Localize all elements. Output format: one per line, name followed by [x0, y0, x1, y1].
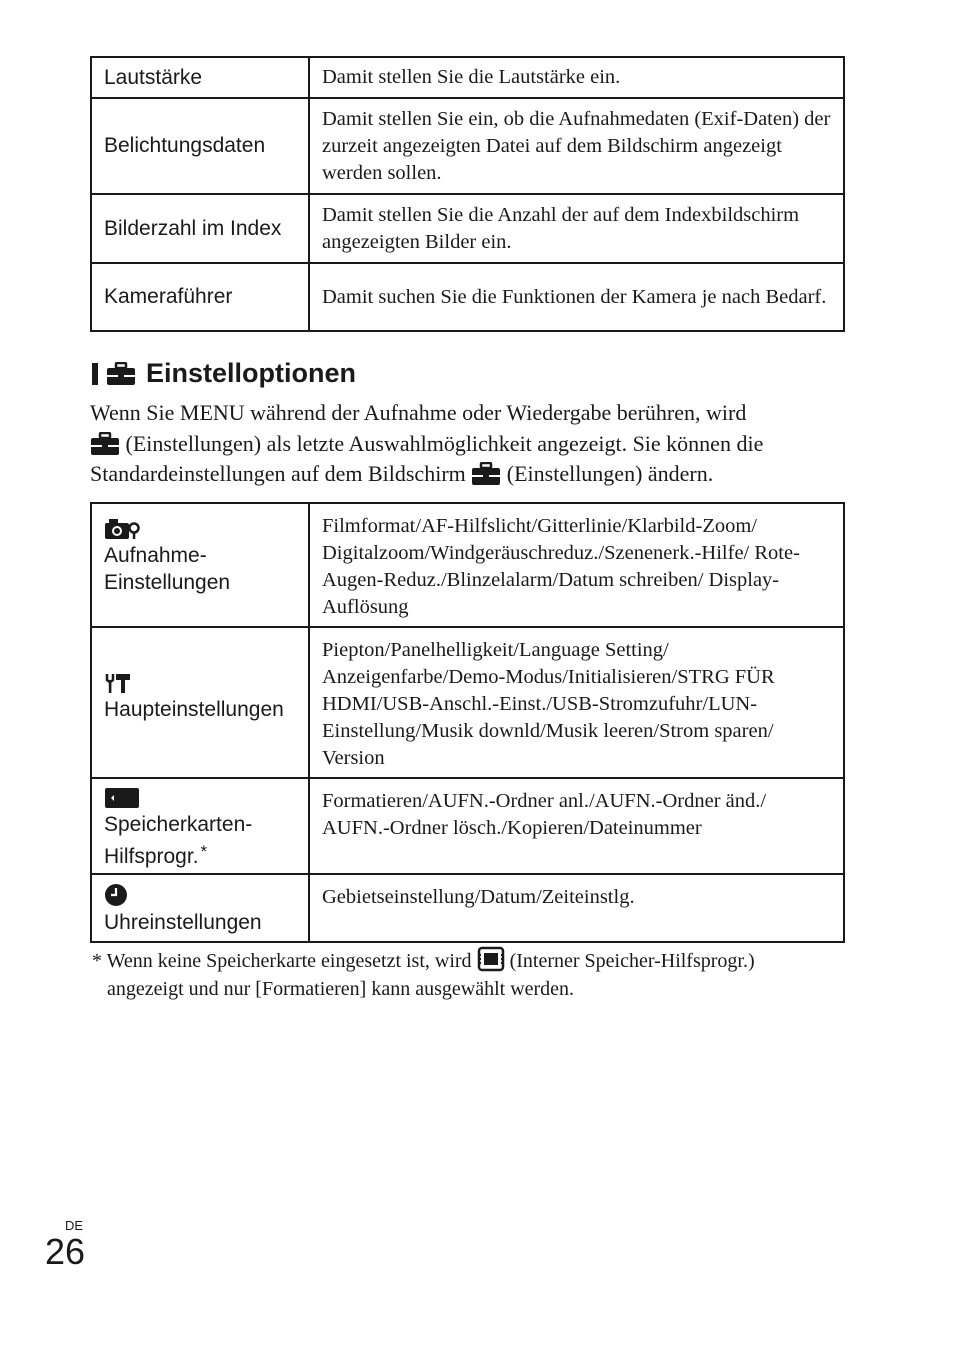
tools-icon — [104, 672, 132, 694]
settings-table — [90, 502, 845, 943]
row-value: Damit suchen Sie die Funktionen der Kamera je nach Bedarf. — [309, 263, 844, 331]
table-row — [91, 194, 844, 263]
table-row — [91, 874, 844, 942]
function-table — [90, 56, 845, 332]
row-key-label: Hilfsprogr. — [104, 845, 199, 868]
row-value: Filmformat/AF-Hilfslicht/Gitterlinie/Klarbild-Zoom/ Digitalzoom/Windgeräuschreduz./Szenenerk.-Hilfe/ Rote-Augen-Reduz./Blinzelalarm/Datum schreiben/ Display-Auflösung — [309, 503, 844, 627]
row-key-label: Uhreinstellungen — [104, 911, 262, 934]
camera-settings-icon — [104, 518, 140, 540]
row-key-label: Haupteinstellungen — [104, 698, 284, 721]
footnote-text-1: * Wenn keine Speicherkarte eingesetzt ist, wird — [92, 950, 472, 972]
row-key: Belichtungsdaten — [91, 98, 309, 194]
table-row — [91, 778, 844, 874]
footnote-text-3: angezeigt und nur [Formatieren] kann ausgewählt werden. — [107, 978, 575, 1000]
row-key-label: Aufnahme- — [104, 544, 207, 567]
table-row — [91, 263, 844, 331]
footnote-text-2: (Interner Speicher-Hilfsprogr.) — [509, 950, 755, 972]
toolbox-icon — [106, 362, 136, 386]
row-value: Damit stellen Sie ein, ob die Aufnahmedaten (Exif-Daten) der zurzeit angezeigten Datei auf dem Bildschirm angezeigt werden sollen. — [309, 98, 844, 194]
toolbox-icon — [90, 432, 120, 456]
row-key — [91, 874, 309, 942]
table-row — [91, 57, 844, 98]
row-value: Piepton/Panelhelligkeit/Language Setting/ Anzeigenfarbe/Demo-Modus/Initialisieren/STRG FÜR HDMI/USB-Anschl.-Einst./USB-Stromzufuhr/LUN-Einstellung/Musik downld/Musik leeren/Strom sparen/ Version — [309, 627, 844, 778]
row-key: Bilderzahl im Index — [91, 194, 309, 263]
table-row — [91, 503, 844, 627]
toolbox-icon — [471, 462, 501, 486]
memory-card-icon — [104, 787, 140, 809]
row-key — [91, 627, 309, 778]
page-number: 26 — [45, 1231, 86, 1272]
intro-paragraph — [90, 398, 850, 490]
internal-memory-icon — [477, 946, 505, 972]
row-key-label: Speicherkarten- — [104, 813, 253, 836]
row-value: Damit stellen Sie die Anzahl der auf dem Indexbildschirm angezeigten Bilder ein. — [309, 194, 844, 263]
page-language: DE — [65, 1218, 84, 1233]
row-value: Damit stellen Sie die Lautstärke ein. — [309, 57, 844, 98]
row-key: Kameraführer — [91, 263, 309, 331]
row-value: Gebietseinstellung/Datum/Zeiteinstlg. — [309, 874, 844, 942]
row-key — [91, 503, 309, 627]
row-value: Formatieren/AUFN.-Ordner anl./AUFN.-Ordner änd./ AUFN.-Ordner lösch./Kopieren/Dateinummer — [309, 778, 844, 874]
intro-text-1: Wenn Sie MENU während der Aufnahme oder Wiedergabe berühren, wird — [90, 400, 747, 425]
heading-marker — [92, 363, 98, 385]
table-row — [91, 98, 844, 194]
clock-icon — [104, 883, 130, 907]
intro-text-2: (Einstellungen) als letzte Auswahlmöglichkeit angezeigt. Sie können die Standardeinstellungen auf dem Bildschirm — [90, 430, 764, 486]
section-title: Einstelloptionen — [146, 358, 357, 388]
row-key: Lautstärke — [91, 57, 309, 98]
table-row — [91, 627, 844, 778]
footnote-marker: * — [200, 842, 208, 861]
row-key — [91, 778, 309, 874]
section-heading — [92, 358, 356, 389]
footnote — [92, 946, 852, 1003]
intro-text-3: (Einstellungen) ändern. — [506, 461, 714, 486]
row-key-label: Einstellungen — [104, 571, 231, 594]
